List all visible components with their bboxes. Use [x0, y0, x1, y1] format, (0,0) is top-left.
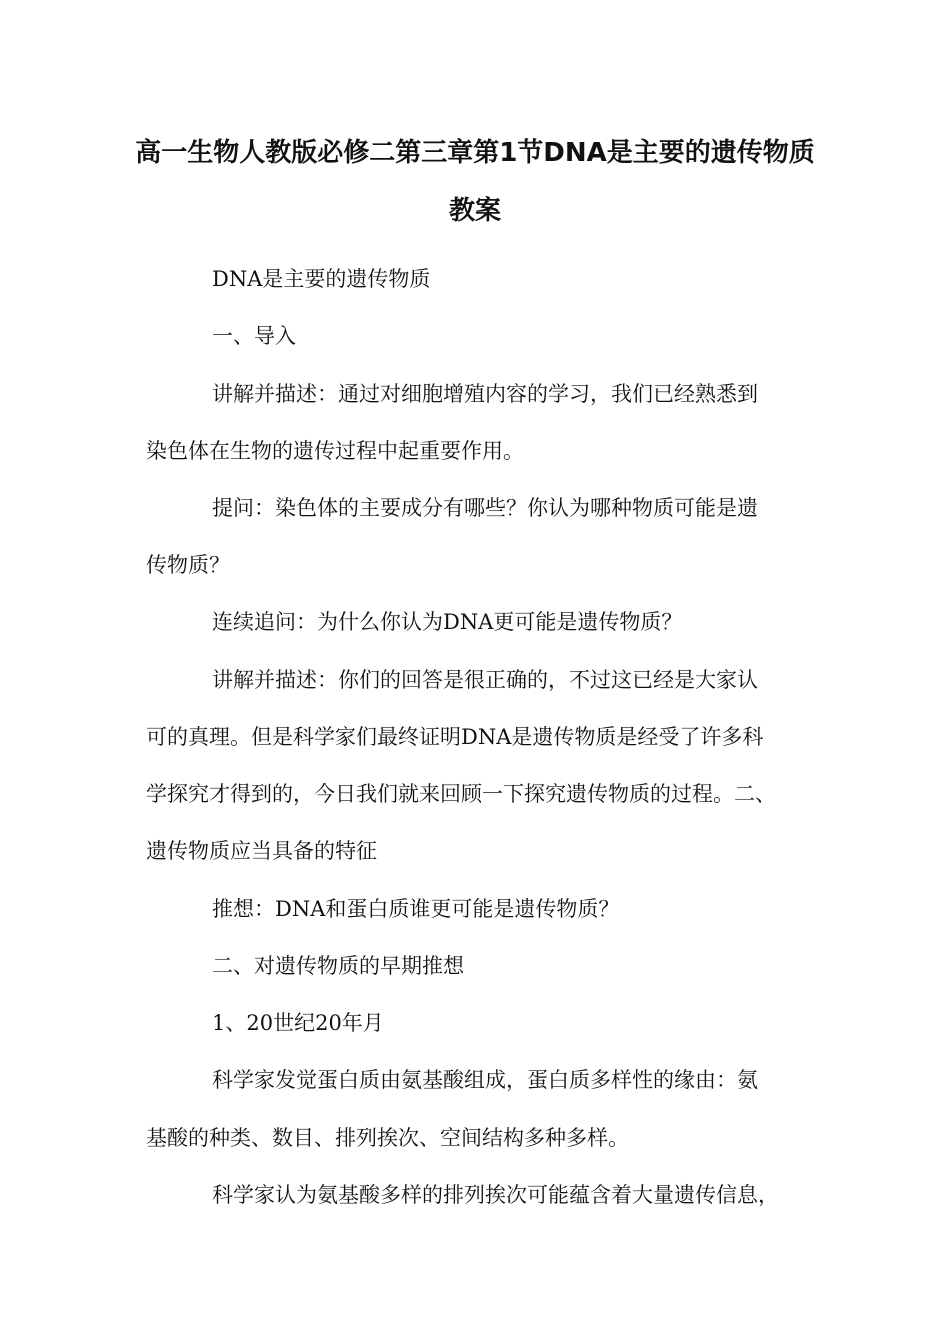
paragraph-line: 讲解并描述：你们的回答是很正确的，不过这已经是大家认 [212, 668, 758, 692]
paragraph-line: 染色体在生物的遗传过程中起重要作用。 [146, 439, 524, 463]
paragraph-line: 科学家发觉蛋白质由氨基酸组成，蛋白质多样性的缘由：氨 [212, 1068, 758, 1092]
paragraph-line: 提问：染色体的主要成分有哪些？你认为哪种物质可能是遗 [212, 496, 758, 520]
paragraph-line: 可的真理。但是科学家们最终证明DNA是遗传物质是经受了许多科 [146, 725, 764, 749]
document-title-line-2: 教案 [448, 196, 501, 226]
paragraph-line: 一、导入 [212, 324, 296, 348]
paragraph-line: 连续追问：为什么你认为DNA更可能是遗传物质？ [212, 610, 683, 634]
paragraph-line: DNA是主要的遗传物质 [212, 267, 431, 291]
paragraph-line: 科学家认为氨基酸多样的排列挨次可能蕴含着大量遗传信息， [212, 1183, 779, 1207]
paragraph-line: 讲解并描述：通过对细胞增殖内容的学习，我们已经熟悉到 [212, 382, 758, 406]
paragraph-line: 遗传物质应当具备的特征 [146, 839, 377, 863]
paragraph-line: 学探究才得到的，今日我们就来回顾一下探究遗传物质的过程。二、 [146, 782, 776, 806]
paragraph-line: 推想：DNA和蛋白质谁更可能是遗传物质？ [212, 897, 620, 921]
document-title-line-1: 高一生物人教版必修二第三章第1节DNA是主要的遗传物质 [135, 138, 815, 168]
paragraph-line: 1、20世纪20年月 [212, 1011, 384, 1035]
paragraph-line: 二、对遗传物质的早期推想 [212, 954, 464, 978]
paragraph-line: 传物质？ [146, 553, 230, 577]
paragraph-line: 基酸的种类、数目、排列挨次、空间结构多种多样。 [146, 1126, 629, 1150]
